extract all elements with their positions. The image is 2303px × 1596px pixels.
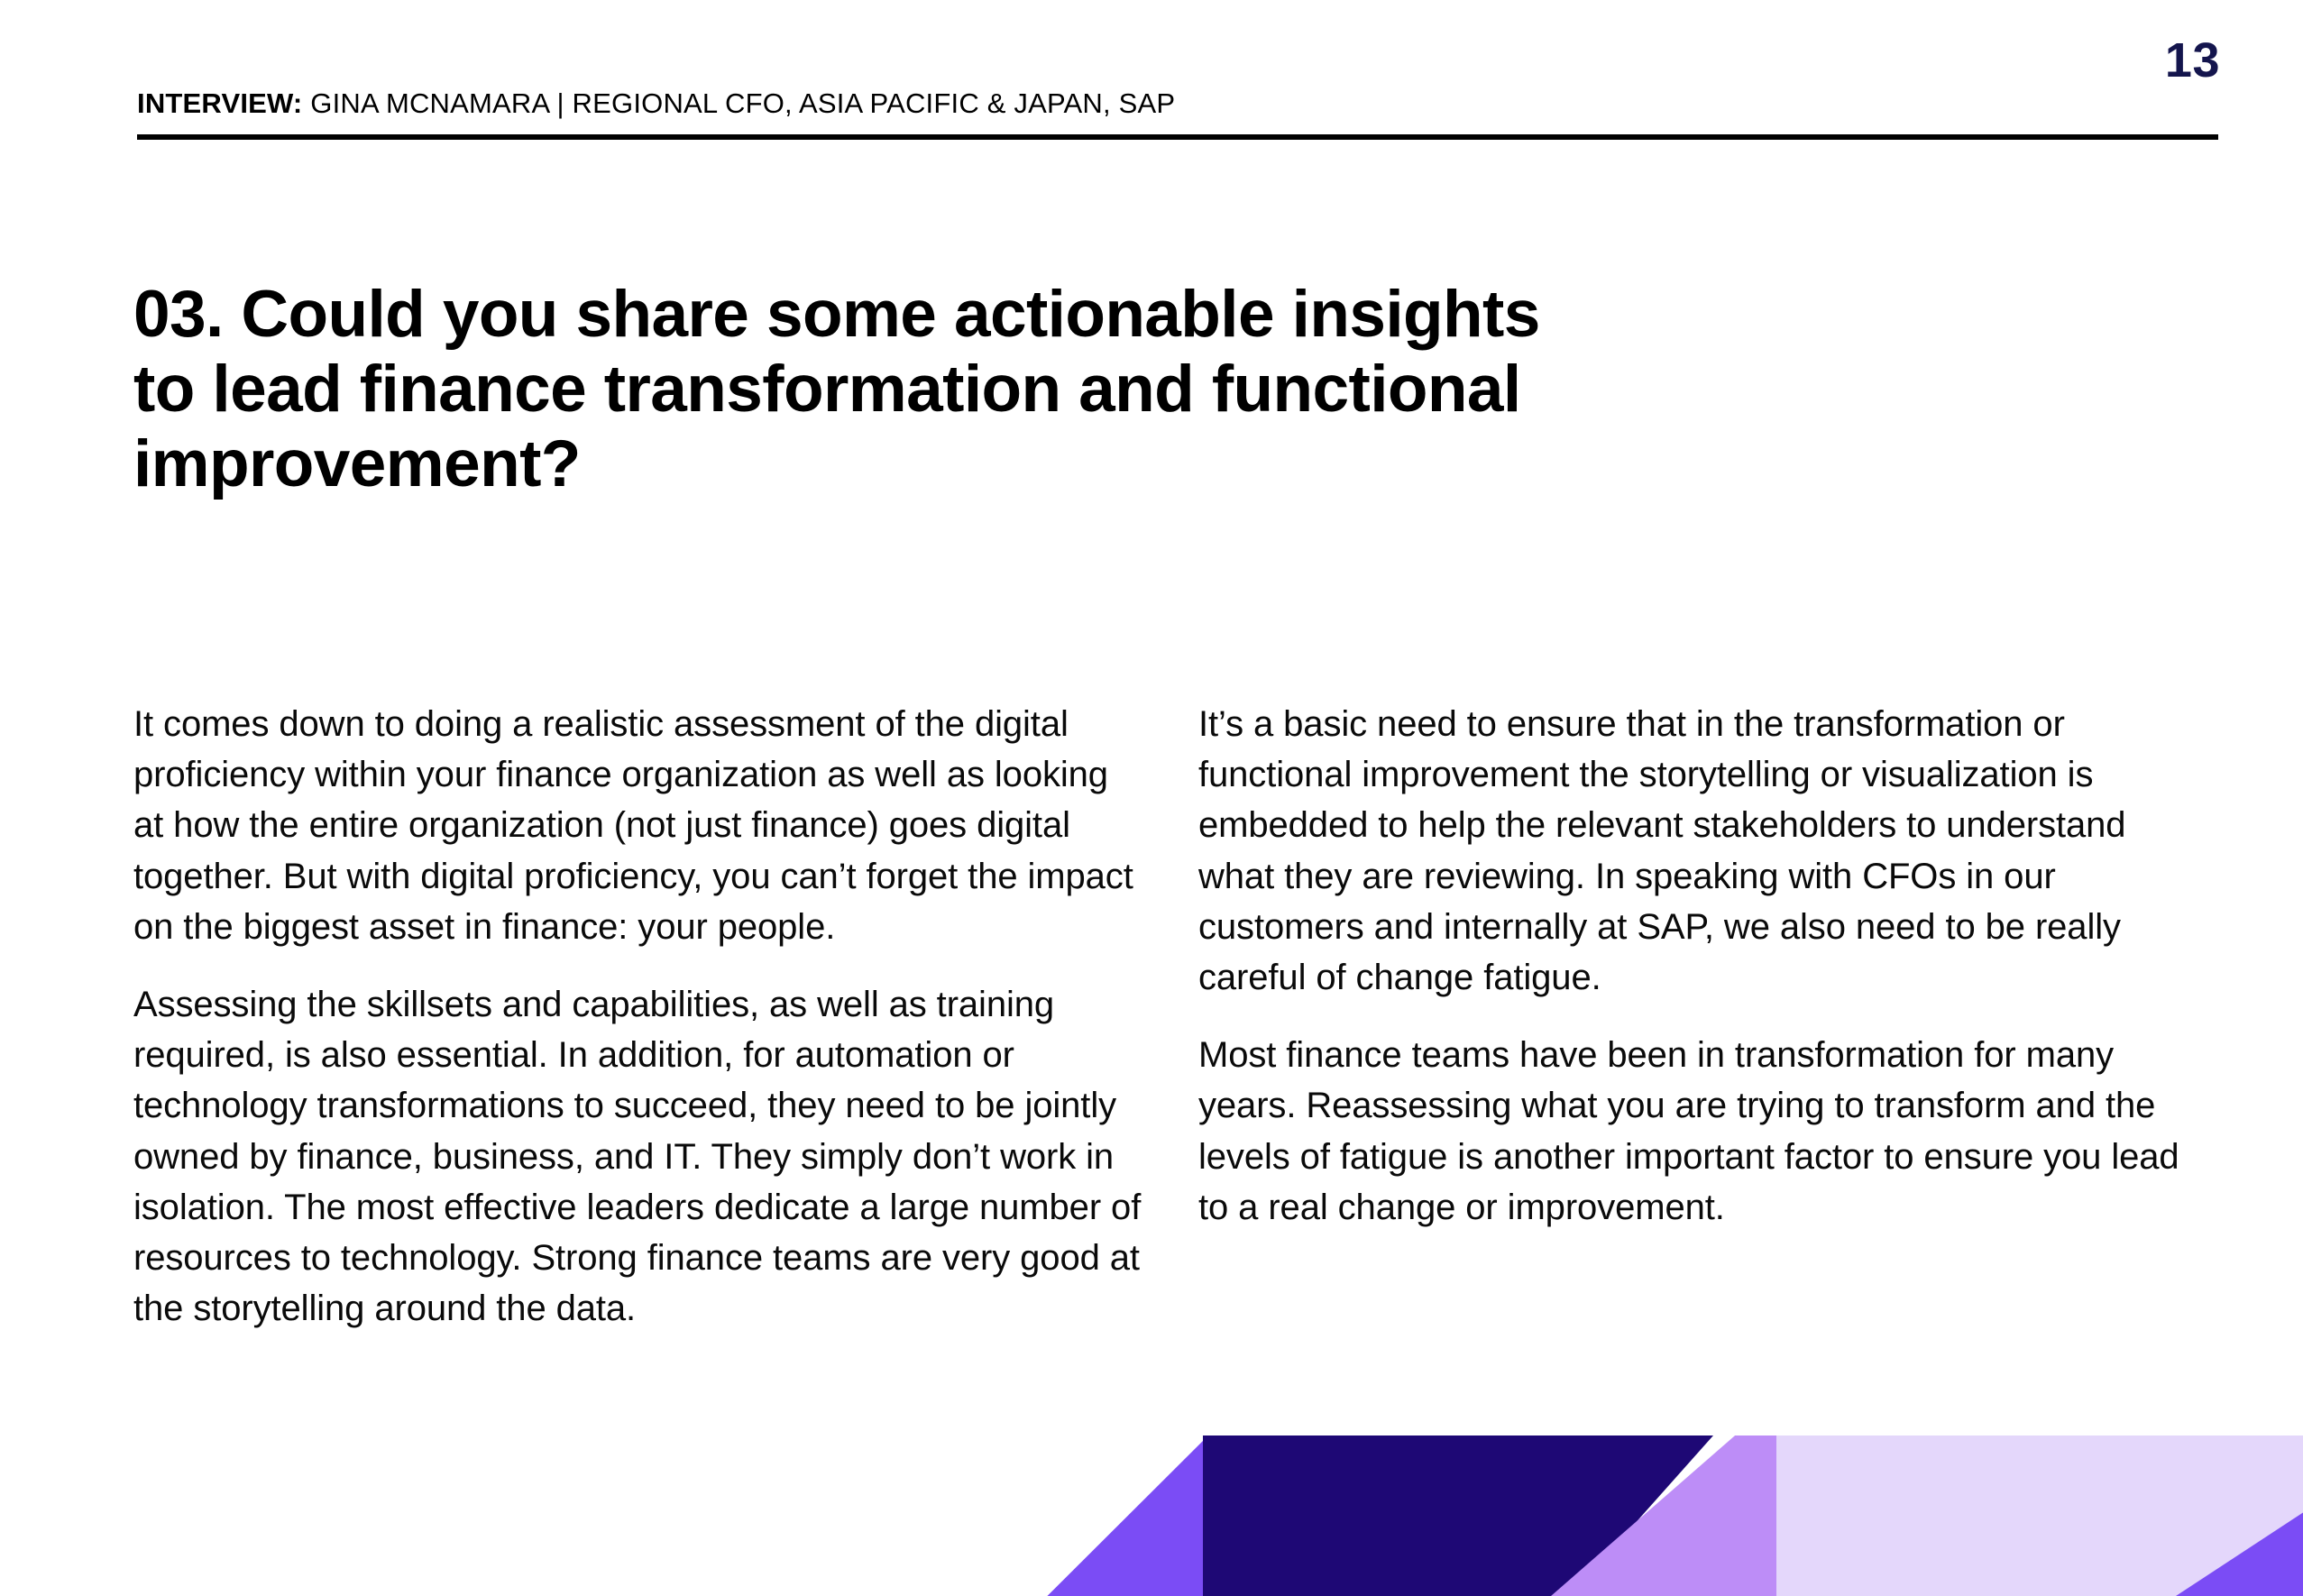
- right-paragraph-2: Most finance teams have been in transformation for many years. Reassessing what you are trying to transform and the levels of fatigue is another important factor to ensure you lead to a real change or improvement.: [1198, 1035, 2179, 1227]
- header-title: [137, 88, 2218, 119]
- decor-band-purple-leading: [1037, 1435, 1208, 1596]
- page-number: 13: [2164, 33, 2220, 87]
- decor-band-indigo: [1203, 1435, 1713, 1596]
- body-columns: [133, 699, 2207, 1334]
- decor-band-lavender-medium: [1551, 1435, 1778, 1596]
- left-paragraph-1: It comes down to doing a realistic assessment of the digital proficiency within your finance organization as well as looking at how the entire organization (not just finance) goes digital together. But with digital proficiency, you can’t forget the impact on the biggest asset in finance: your people.: [133, 704, 1133, 947]
- right-column: [1198, 699, 2207, 1334]
- question-heading: 03. Could you share some actionable insights to lead finance transformation and functional improvement?: [133, 277, 1540, 501]
- decorative-angled-bands: [1037, 1435, 2303, 1596]
- header-subject: GINA MCNAMARA | REGIONAL CFO, ASIA PACIFIC & JAPAN, SAP: [302, 87, 1176, 119]
- decor-band-purple-trailing: [2155, 1435, 2303, 1596]
- header-rule: [137, 134, 2218, 140]
- left-paragraph-2: Assessing the skillsets and capabilities, as well as training required, is also essential. In addition, for automation or technology transformations to succeed, they need to be jointly owned by finance, business, and IT. They simply don’t work in isolation. The most effective leaders dedicate a large number of resources to technology. Strong finance teams are very good at the storytelling around the data.: [133, 984, 1142, 1329]
- left-column: [133, 699, 1142, 1334]
- decor-band-lavender-pale: [1776, 1435, 2303, 1596]
- header-lead-label: INTERVIEW:: [137, 87, 303, 119]
- header: [137, 88, 2218, 140]
- right-paragraph-1: It’s a basic need to ensure that in the transformation or functional improvement the storytelling or visualization is embedded to help the relevant stakeholders to understand what they are reviewing. In speaking with CFOs in our customers and internally at SAP, we also need to be really careful of change fatigue.: [1198, 704, 2126, 997]
